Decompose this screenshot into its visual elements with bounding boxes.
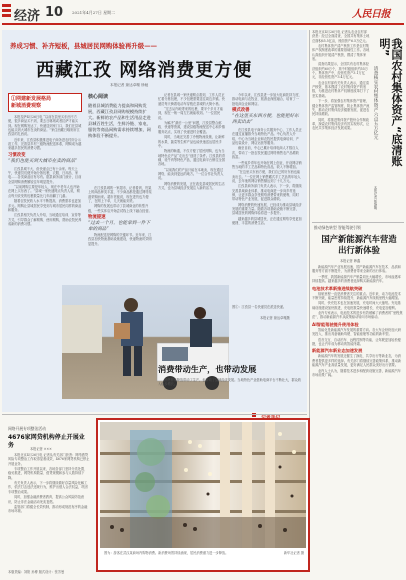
sidebar-top-text: 本报北京4月26日电 记者从农业农村部获悉：经过全面清查，全国共有集体土地总面积65.5亿亩，账面资产6.5万亿元。 农村集体资产清产核资工作是农村集体产权制度改革的重要基础性工作。各地认真组织开展清产核资，摸清了集体家底。 清查结果显示，全国共有农村集体经济组织约60万个，其中村级组织约55万个。集体资产中，经营性资产3.1万亿元，非经营性资产3.4万亿元。 农业农村部有关负责人表示，通过清产核资，基本摸清了农村集体资产的底数，为推进农村集体产权制度改革打下了坚实基础。 下一步，将加强农村集体资产管理，健全集体资产监管制度，防止集体资产流失，推动农村集体经济健康发展，促进农民持续增收。 同时，将推进集体资产股份合作制改革，探索农村集体经济有效实现形式，让农民共享集体经济发展成果。 — [312, 30, 370, 131]
page-header — [0, 0, 406, 28]
sidebar-divider — [312, 222, 404, 223]
mall-photo-caption: 图为：游客在武汉某商场内购物消费。新消费场景持续涌现，居民消费潜力进一步释放。 — [104, 551, 229, 555]
masthead-logo: 人民日报 — [352, 9, 390, 20]
lead-headline: 西藏江孜 网络消费更方便 — [36, 60, 253, 81]
left-bottom-headline: 4676家网贷机构停止开展业务 — [8, 434, 85, 449]
sidebar-mid-sub1: 电池技术革新推进续航突破 — [312, 285, 363, 291]
sidebar-mid-headline: 国产新能源汽车营造出行新体验 — [321, 234, 397, 255]
sidebar-mid-kicker: 推动绿色转型 智能驾驶引领 — [314, 225, 361, 230]
header-rule — [2, 23, 404, 25]
subhead-logistics: 物流提速 — [88, 215, 106, 221]
lead-col2-text: 在江孜县城的一家超市，记者看到，货架上的商品种类丰富，不少商品都是通过网络渠道采购而来。超市老板说，现在进货也方便了，在网上下单，几天就能到货。 网购的发展也带动了县城商业的转型升级，一些实体店开始尝试线上线下融合经营。 物流提速 “过去一个月，也能拿到一件下单的商品” 物流配送是网购的关键环节。近年来，江孜县加快物流基础设施建设，快递物流时效明显提升。 — [88, 186, 152, 246]
sidebar-mid-sub3: 新能源汽车新业态加速发展 — [312, 348, 363, 354]
series-box-subtitle: 新城消费观察 — [11, 103, 42, 109]
reporter-note-label — [252, 404, 302, 411]
lead-bottom-text: 消费需求释放带动了生产，也带动了县域经济发展。当地特色产业借助电商平台不断壮大，群众收入稳步增长。 — [158, 378, 302, 387]
lead-bottom-subhead: 消费带动生产，也带动发展 — [158, 364, 257, 374]
series-box-title: ①网建新发展格局 — [11, 96, 52, 102]
lead-photo-credit: 本报记者 琼达卓嘎摄 — [260, 316, 290, 320]
left-bottom-text: 本报北京4月26日电 记者从有关部门获悉：网络借贷风险专项整治工作取得显著成效，4676家网贷机构已停止开展业务。 专项整治工作开展以来，各地各部门坚持分类处置、稳妥推进，网贷机构数量、借贷规模和参与人数持续下降。 有关负责人表示，下一步将继续做好存量风险化解工作，依法打击违法违规行为，维护出借人合法权益，巩固专项整治成果。 同时，加强金融消费者教育，提高公众风险防范意识，防止非法金融活动死灰复燃。 监管部门将健全长效机制，推动形成规范有序的金融市场环境。 — [8, 453, 90, 514]
sidebar-top-deck: 清查核实农村集体资产六点五万亿元 — [373, 66, 378, 140]
header-mark — [2, 14, 11, 17]
mall-illustration — [100, 422, 306, 548]
lead-col3-text: 记者在县城一家快递网点看到，工作人员正忙着分拣包裹，不少包裹需要送往周边乡镇。快递员每天骑着电动车穿梭在县城的大街小巷。 “过去从内地寄来的包裹，要半个多月才能到，现在一般一周左右就能收到。”一位居民说。 为解决“最后一公里”问题，江孜县整合邮政、快递等资源，建设县级物流配送中心和乡镇服务站点，实现了快递进村全覆盖。 同时，当地还完善了冷链物流设施，让新鲜的水果、蔬菜等生鲜产品也能快速送达居民手中。 物流的畅通，不仅方便了居民网购，也为当地特色农产品“走出去”创造了条件。江孜县的青稞、牦牛肉等特色产品，通过电商平台销往全国各地。 “以前我们的产品只能在本地卖，现在通过网络，能卖到更远的地方。”一位合作社负责人说。 网络消费的发展，正在改变县城居民的生活方式，也为县域经济发展注入新的活力。 — [158, 93, 226, 191]
left-bottom-kicker: 网络开展专项整治活动 — [8, 426, 46, 431]
lead-col1-text: 本报拉萨4月26日电 “以前在县里买东西不方便，很多商品买不到，要去日喀则或者拉萨才能买到。现在网购发达了，快递送到家门口，我们在县城也能买到大城市在卖的商品。”家住西藏日喀则市江孜县的扎西说。 近年来，江孜县积极推进电子商务进农村综合示范工作，完善县乡村三级物流配送体系，网购成为越来越多居民的消费习惯。 习惯改变 “我们也能买到大城市在卖的商品” 江孜县城不大，但快递点已有十余家。每天上午，快递员们便开始分拣包裹，衣服、日用品、家电……各类商品应有尽有。据县商务部门统计，目前全县网购消费额较往年明显提升。 “以前网购主要是年轻人，现在中老年人也开始在网上买东西了。”县城一家快递网点负责人说，网点每天收发的包裹数量比几年前翻了几番。 随着农牧民收入水平不断提高，消费需求也更加多元。网购让县城居民享受到与城市居民同样的商品和服务。 江孜县相关负责人介绍，当地通过培训、宣传等方式，引导群众了解网购、使用网购，帮助农牧民养成新的消费习惯。 — [8, 115, 82, 226]
core-reading-box — [88, 93, 152, 183]
core-reading-title: 核心阅读 — [88, 94, 109, 100]
issue-date: 2021年4月27日 星期二 — [72, 10, 116, 15]
sidebar-mid-byline: 本报记者 韩鑫 — [340, 259, 361, 263]
left-bottom-byline: 本报记者 ××× — [30, 447, 52, 451]
quote-logistics: “过去一个月，也能拿到一件下单的商品” — [88, 221, 151, 233]
mall-photo-credit: 新华社记者 摄 — [283, 551, 304, 555]
header-mark — [2, 4, 11, 7]
sidebar-mid-text: 新能源汽车产业发展迅速，国产新能源汽车在技术、品质和服务等方面不断提升，为消费者带来全新的出行体验。 一季度，我国新能源汽车产销量同比大幅增长，市场渗透率持续提高。越来越多的消费者选择购买新能源汽车。 电池技术革新推进续航突破 续航里程一直是消费者关注的重点。近年来，动力电池技术不断突破，能量密度持续提升，新能源汽车续航里程大幅增加。 同时，快充技术也在加速发展，充电时间大大缩短。充电基础设施建设加快推进，充电桩数量快速增长，充电更加便利。 业内专家表示，电池技术的进步有效缓解了消费者的“里程焦虑”，推动新能源汽车从政策驱动转向市场驱动。 AI智能驾驶提升使用体验 智能化是新能源汽车发展的重要方向。各大车企纷纷加大研发投入，推出具备辅助驾驶、智能座舱等功能的新车型。 语音交互、自动泊车、远程控制等功能，让驾驶更加轻松便捷，也让汽车成为移动的智能终端。 新能源汽车新业态加速发展 新能源汽车的发展还催生了换电、共享出行等新业态，为消费者提供更多样的选择。有关部门将继续完善政策体系，推动新能源汽车产业高质量发展，更好满足人民群众美好出行需要。 业内人士认为，随着技术进步和配套设施完善，新能源汽车市场前景广阔。 — [312, 265, 403, 377]
lead-col4-text: 今年以来，江孜县进一步加大电商扶持力度，推动电商与农牧业、旅游业深度融合，培育了一批电商企业和网店。 模式改善 “在这里买东西方便，也能把好东西卖出去” 在江孜县电子商务公共服务中心，工作人员正在通过直播推介当地特色产品。中心负责人介绍，中心为当地企业和农牧民提供电商培训、产品包装设计、网店运营等服务。 截至目前，中心已累计培训电商人才数百人次，带动了一批农牧民通过网络销售农产品增收致富。 一些返乡青年也开始在网上创业，开设网店销售当地的手工艺品和特色食品，收入不断增加。 “在这里买东西方便，我们自己的好东西也能卖出去。”一位在网上销售藏式手工艺品的年轻人说，去年他的网店销售额达到了十几万元。 江孜县商务部门负责人表示，下一步，将继续完善县域商业体系，推动电商进一步向乡村延伸，让更多群众享受网络消费带来的便利，同时带动特色产业发展，促进群众增收。 网络消费的快速发展，已经成为推动县域经济发展的重要力量。随着各项基础设施不断完善，县城居民的网购体验将进一步提升。 越来越多的县城居民，正在通过网络享受更加便捷、丰富的消费生活。 — [232, 93, 302, 226]
page-footer: 本版责编：刘阳 孙博 版式设计：张芳曼 — [8, 570, 65, 574]
sidebar-top-byline: 本报记者 郁静娴 — [373, 186, 377, 210]
mall-photo-frame — [96, 418, 310, 572]
header-mark — [2, 9, 11, 12]
sidebar-top-headline: 我国农村集体资产“底清账明” — [378, 38, 403, 167]
quote-model: “在这里买东西方便，也能把好东西卖出去” — [232, 114, 299, 126]
core-reading-text: 随着县城消费能力提高和网购发展，西藏江孜县网购规模持续扩大。新鲜的农产品和生活用品走进县城百姓生活，生鲜冷链、家电、服装等商品网购需求持续增加，网购体验不断提升。 — [88, 103, 151, 138]
quote-habit: “我们也能买到大城市在卖的商品” — [8, 158, 78, 164]
sidebar-mid-sub2: AI智能驾驶提升使用体验 — [312, 321, 359, 327]
lead-bottom-rule — [2, 414, 307, 415]
lead-byline: 本报记者 琼达卓嘎 徐驰 — [110, 83, 149, 87]
subhead-model: 模式改善 — [232, 108, 250, 114]
page-number: 10 — [45, 5, 64, 20]
mall-photo — [100, 422, 306, 548]
subhead-habit: 习惯改变 — [8, 152, 26, 158]
lead-kicker: 养成习惯、补齐短板，县城居民网购体验再升级—— — [10, 42, 157, 50]
lead-photo-caption: 图①：江孜县一名快递员在派送快递。 — [232, 305, 287, 309]
section-name: 经济 — [14, 9, 41, 24]
series-box — [8, 93, 82, 112]
